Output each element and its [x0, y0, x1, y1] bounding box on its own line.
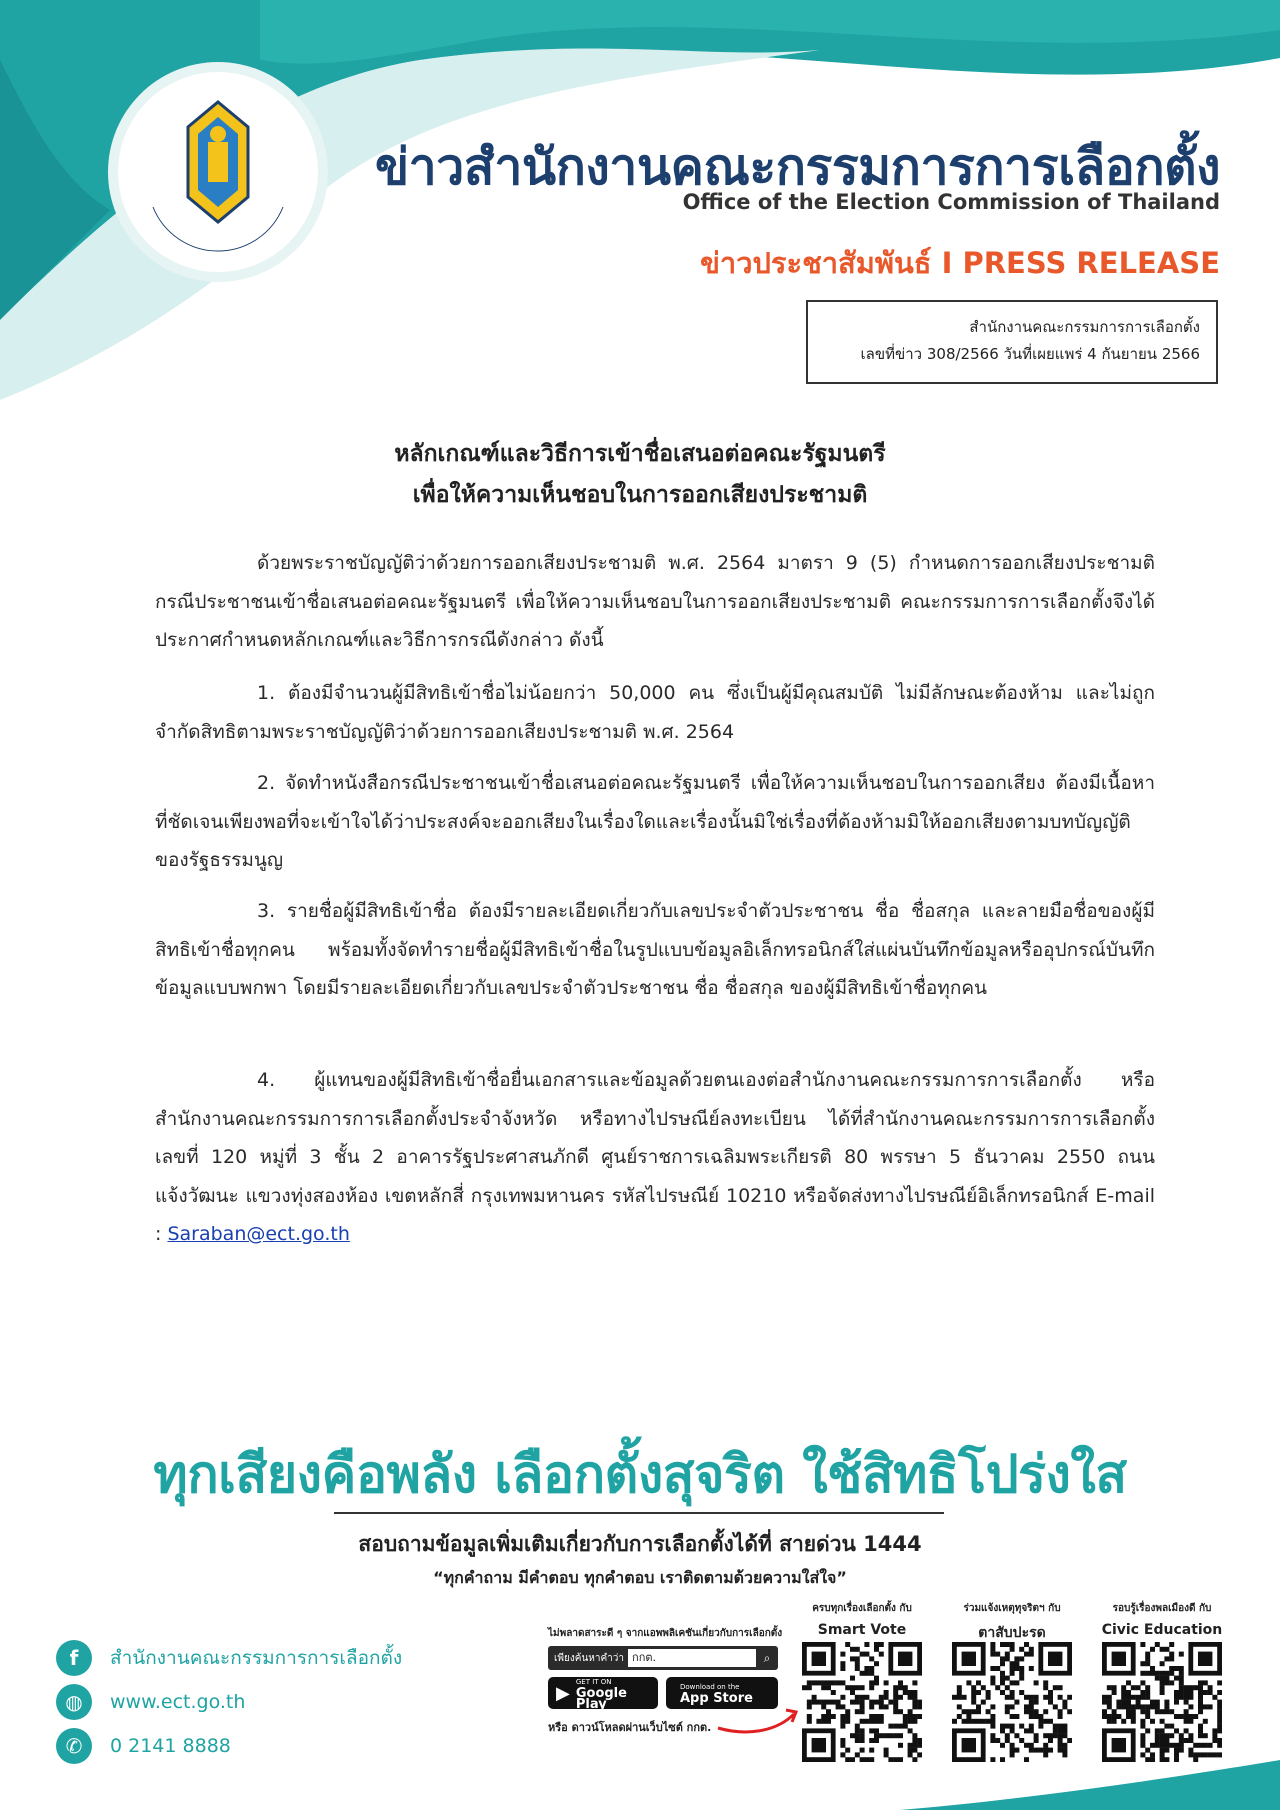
header-title-en: Office of the Election Commission of Thailand — [682, 190, 1220, 214]
google-play-small: GET IT ON — [575, 1677, 612, 1686]
document-title-line2: เพื่อให้ความเห็นชอบในการออกเสียงประชามติ — [412, 482, 868, 508]
globe-icon: ◍ — [56, 1684, 92, 1720]
facebook-label: สำนักงานคณะกรรมการการเลือกตั้ง — [110, 1647, 403, 1669]
item-2-paragraph — [155, 764, 1155, 880]
search-label: เพียงค้นหาคำว่า — [554, 1652, 625, 1664]
item-1-paragraph — [155, 674, 1155, 751]
app-store-small: Download on the — [680, 1683, 740, 1691]
document-title-line1: หลักเกณฑ์และวิธีการเข้าชื่อเสนอต่อคณะรัฐมนตรี — [394, 441, 886, 467]
website-label: www.ect.go.th — [110, 1691, 246, 1713]
arrow-icon — [716, 1706, 800, 1736]
info-news-number-date: เลขที่ข่าว 308/2566 วันที่เผยแพร่ 4 กันยายน 2566 — [860, 345, 1200, 363]
app-hint: ไม่พลาดสาระดี ๆ จากแอพพลิเคชันเกี่ยวกับการเลือกตั้ง — [548, 1628, 783, 1639]
qr1-name: Smart Vote — [817, 1622, 907, 1638]
search-value: กกต. — [628, 1649, 756, 1667]
phone-icon: ✆ — [56, 1728, 92, 1764]
contact-facebook[interactable] — [56, 1638, 402, 1678]
google-play-large: Google Play — [575, 1685, 627, 1712]
qr3-code[interactable] — [1102, 1642, 1222, 1762]
app-search-bar — [548, 1646, 778, 1670]
hotline-text: สอบถามข้อมูลเพิ่มเติมเกี่ยวกับการเลือกตั้งได้ที่ สายด่วน 1444 — [358, 1532, 922, 1556]
contact-website[interactable] — [56, 1682, 245, 1722]
email-link[interactable]: Saraban@ect.go.th — [167, 1223, 350, 1245]
item-1-text: 1. ต้องมีจำนวนผู้มีสิทธิเข้าชื่อไม่น้อยกว่า 50,000 คน ซึ่งเป็นผู้มีคุณสมบัติ ไม่มีลักษณะต้องห้าม และไม่ถูกจำกัดสิทธิตามพระราชบัญญัติว่าด้วยการออกเสียงประชามติ พ.ศ. 2564 — [155, 682, 1155, 743]
item-4-paragraph — [155, 1061, 1155, 1254]
slogan-divider — [334, 1512, 944, 1514]
google-play-icon: ▶ — [556, 1682, 570, 1704]
ect-seal-logo — [118, 72, 318, 272]
search-icon: ⌕ — [763, 1650, 771, 1665]
phone-label: 0 2141 8888 — [110, 1735, 231, 1757]
info-office: สำนักงานคณะกรรมการการเลือกตั้ง — [969, 318, 1200, 336]
footer-slogan: ทุกเสียงคือพลัง เลือกตั้งสุจริต ใช้สิทธิโปร่งใส — [153, 1445, 1127, 1505]
google-play-badge[interactable] — [548, 1677, 658, 1712]
contact-phone[interactable] — [56, 1726, 231, 1766]
item-3-text: 3. รายชื่อผู้มีสิทธิเข้าชื่อ ต้องมีรายละเอียดเกี่ยวกับเลขประจำตัวประชาชน ชื่อ ชื่อสกุล และลายมือชื่อของผู้มีสิทธิเข้าชื่อทุกคน พร้อมทั้งจัดทำรายชื่อผู้มีสิทธิเข้าชื่อในรูปแบบข้อมูลอิเล็กทรอนิกส์ใส่แผ่นบันทึกข้อมูลหรืออุปกรณ์บันทึกข้อมูลแบบพกพา โดยมีรายละเอียดเกี่ยวกับเลขประจำตัวประชาชน ชื่อ ชื่อสกุล ของผู้มีสิทธิเข้าชื่อทุกคน — [155, 900, 1155, 999]
qr2-caption: ร่วมแจ้งเหตุทุจริตฯ กับ — [963, 1603, 1061, 1614]
qr2-name: ตาสับปะรด — [978, 1625, 1046, 1641]
app-store-badge[interactable] — [666, 1677, 778, 1709]
qr1-code[interactable] — [802, 1642, 922, 1762]
qr2-code[interactable] — [952, 1642, 1072, 1762]
press-release-label: ข่าวประชาสัมพันธ์ I PRESS RELEASE — [700, 246, 1220, 280]
header-title-th: ข่าวสำนักงานคณะกรรมการการเลือกตั้ง — [374, 138, 1220, 196]
hotline-quote: “ทุกคำถาม มีคำตอบ ทุกคำตอบ เราติดตามด้วยความใส่ใจ” — [433, 1568, 847, 1587]
seal-emblem-icon — [118, 72, 318, 272]
app-store-large: App Store — [680, 1691, 753, 1706]
qr3-caption: รอบรู้เรื่องพลเมืองดี กับ — [1112, 1603, 1212, 1614]
footer-decoration — [900, 1760, 1280, 1810]
facebook-icon: f — [56, 1640, 92, 1676]
item-4-text: 4. ผู้แทนของผู้มีสิทธิเข้าชื่อยื่นเอกสารและข้อมูลด้วยตนเองต่อสำนักงานคณะกรรมการการเลือกตั้ง หรือสำนักงานคณะกรรมการการเลือกตั้งประจำจังหวัด หรือทางไปรษณีย์ลงทะเบียน ได้ที่สำนักงานคณะกรรมการการเลือกตั้ง เลขที่ 120 หมู่ที่ 3 ชั้น 2 อาคารรัฐประศาสนภักดี ศูนย์ราชการเฉลิมพระเกียรติ 80 พรรษา 5 ธันวาคม 2550 ถนนแจ้งวัฒนะ แขวงทุ่งสองห้อง เขตหลักสี่ กรุงเทพมหานคร รหัสไปรษณีย์ 10210 หรือจัดส่งทางไปรษณีย์อิเล็กทรอนิกส์ E-mail : — [155, 1069, 1155, 1245]
intro-text: ด้วยพระราชบัญญัติว่าด้วยการออกเสียงประชามติ พ.ศ. 2564 มาตรา 9 (5) กำหนดการออกเสียงประชามติกรณีประชาชนเข้าชื่อเสนอต่อคณะรัฐมนตรี เพื่อให้ความเห็นชอบในการออกเสียงประชามติ คณะกรรมการการเลือกตั้งจึงได้ประกาศกำหนดหลักเกณฑ์และวิธีการกรณีดังกล่าว ดังนี้ — [155, 552, 1155, 651]
web-download-hint: หรือ ดาวน์โหลดผ่านเว็บไซต์ กกต. — [548, 1721, 712, 1734]
news-info-box — [806, 300, 1218, 384]
item-3-paragraph — [155, 892, 1155, 1008]
intro-paragraph — [155, 544, 1155, 660]
item-2-text: 2. จัดทำหนังสือกรณีประชาชนเข้าชื่อเสนอต่อคณะรัฐมนตรี เพื่อให้ความเห็นชอบในการออกเสียง ต้องมีเนื้อหาที่ชัดเจนเพียงพอที่จะเข้าใจได้ว่าประสงค์จะออกเสียงในเรื่องใดและเรื่องนั้นมิใช่เรื่องที่ต้องห้ามมิให้ออกเสียงตามบทบัญญัติของรัฐธรรมนูญ — [155, 772, 1155, 871]
qr3-name: Civic Education — [1101, 1622, 1223, 1638]
qr1-caption: ครบทุกเรื่องเลือกตั้ง กับ — [812, 1603, 912, 1614]
